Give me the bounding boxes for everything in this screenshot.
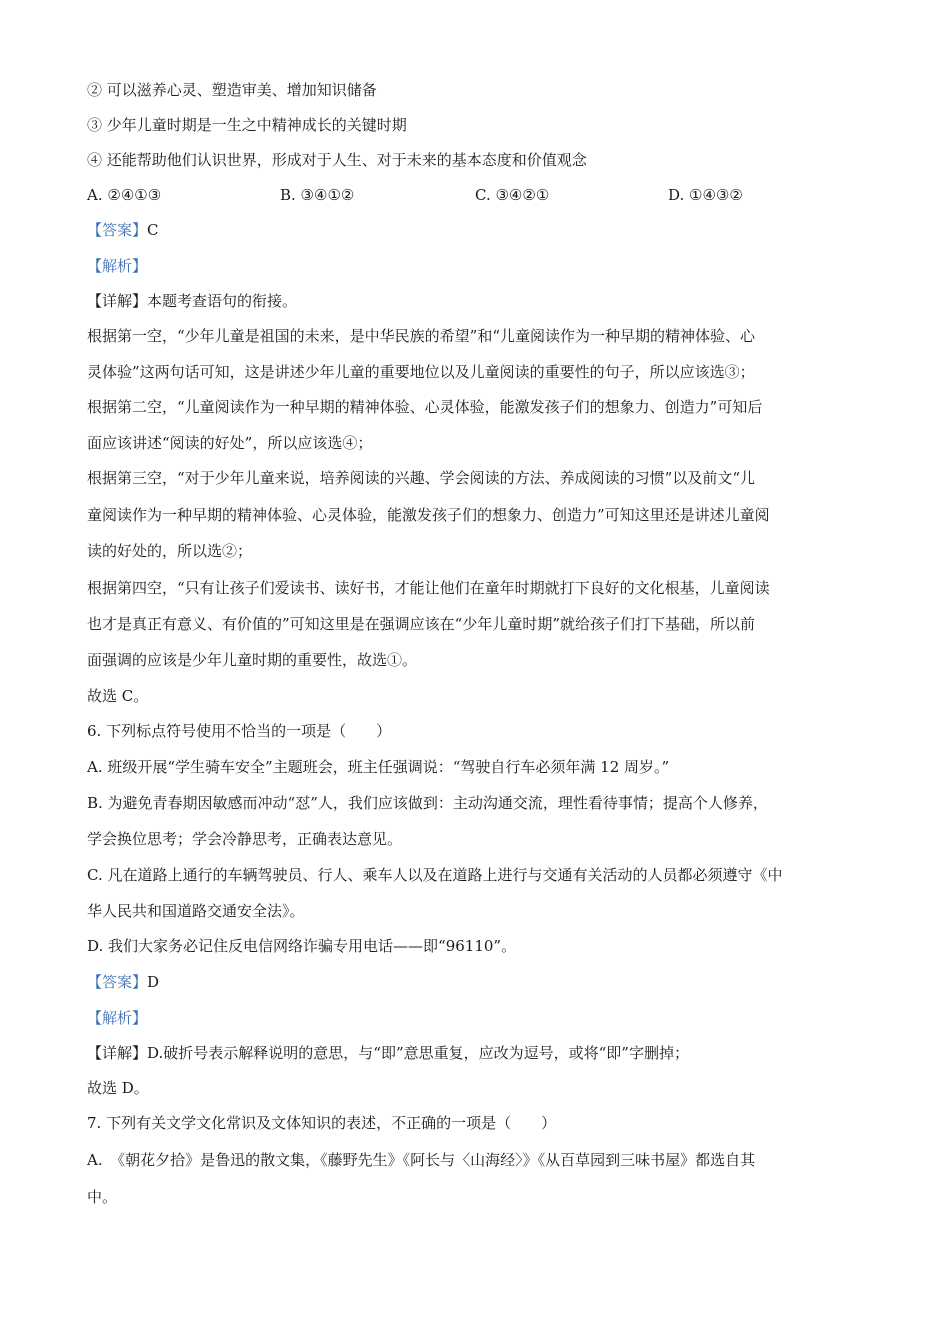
q5-choice-b: B. ③④①② xyxy=(280,186,355,204)
q6-option-c: C. 凡在道路上通行的车辆驾驶员、行人、乘车人以及在道路上进行与交通有关活动的人员都必须遵守《中 xyxy=(87,866,783,884)
q5-explain-line: 读的好处的，所以选②； xyxy=(87,542,253,560)
q5-choice-a: A. ②④①③ xyxy=(87,186,162,204)
answer-value: D xyxy=(147,973,160,991)
option-line-2: ② 可以滋养心灵、塑造审美、增加知识储备 xyxy=(87,81,377,99)
option-line-4: ④ 还能帮助他们认识世界，形成对于人生、对于未来的基本态度和价值观念 xyxy=(87,151,587,169)
q5-conclusion: 故选 C。 xyxy=(87,687,149,705)
q5-explain-line: 灵体验”这两句话可知，这是讲述少年儿童的重要地位以及儿童阅读的重要性的句子，所以应该选③； xyxy=(87,363,755,381)
q7-option-a-cont: 中。 xyxy=(87,1188,118,1206)
q6-stem: 6. 下列标点符号使用不恰当的一项是（ ） xyxy=(87,722,392,740)
q5-answer xyxy=(87,220,867,240)
answer-value: C xyxy=(147,221,159,239)
q5-explain-line: 也才是真正有意义、有价值的”可知这里是在强调应该在“少年儿童时期”就给孩子们打下基础，所以前 xyxy=(87,615,756,633)
detail-intro: 本题考查语句的衔接。 xyxy=(147,292,298,310)
q6-analysis xyxy=(87,1008,867,1028)
q6-conclusion: 故选 D。 xyxy=(87,1079,149,1097)
q7-stem: 7. 下列有关文学文化常识及文体知识的表述，不正确的一项是（ ） xyxy=(87,1114,557,1132)
detail-tag: 【详解】 xyxy=(87,292,148,310)
q6-option-a: A. 班级开展“学生骑车安全”主题班会，班主任强调说：“驾驶自行车必须年满 12 周岁。” xyxy=(87,758,670,776)
q5-explain-line: 根据第三空，“对于少年儿童来说，培养阅读的兴趣、学会阅读的方法、养成阅读的习惯”以及前文“儿 xyxy=(87,469,756,487)
q5-explain-line: 根据第四空，“只有让孩子们爱读书、读好书，才能让他们在童年时期就打下良好的文化根基，儿童阅读 xyxy=(87,579,770,597)
option-line-3: ③ 少年儿童时期是一生之中精神成长的关键时期 xyxy=(87,116,407,134)
q7-option-a: A. 《朝花夕拾》是鲁迅的散文集，《藤野先生》《阿长与〈山海经〉》《从百草园到三味书屋》都选自其 xyxy=(87,1151,756,1169)
answer-tag: 【答案】 xyxy=(87,973,148,991)
q6-detail xyxy=(87,1043,867,1063)
q6-option-c-cont: 华人民共和国道路交通安全法》。 xyxy=(87,902,305,920)
q5-analysis xyxy=(87,256,867,276)
q5-explain-line: 面应该讲述“阅读的好处”，所以应该选④； xyxy=(87,434,373,452)
q6-option-d: D. 我们大家务必记住反电信网络诈骗专用电话——即“96110”。 xyxy=(87,937,517,955)
q6-answer xyxy=(87,972,867,992)
q6-option-b-cont: 学会换位思考；学会冷静思考，正确表达意见。 xyxy=(87,830,403,848)
q5-choice-d: D. ①④③② xyxy=(668,186,743,204)
answer-tag: 【答案】 xyxy=(87,221,148,239)
q6-option-b: B. 为避免青春期因敏感而冲动“怼”人，我们应该做到：主动沟通交流，理性看待事情；提高个人修养， xyxy=(87,794,768,812)
detail-text: D.破折号表示解释说明的意思，与“即”意思重复，应改为逗号，或将“即”字删掉； xyxy=(147,1044,689,1062)
analysis-tag: 【解析】 xyxy=(87,257,148,275)
q5-explain-line: 根据第一空，“少年儿童是祖国的未来，是中华民族的希望”和“儿童阅读作为一种早期的精神体验、心 xyxy=(87,327,756,345)
detail-tag: 【详解】 xyxy=(87,1044,148,1062)
q5-detail xyxy=(87,291,867,311)
q5-explain-line: 童阅读作为一种早期的精神体验、心灵体验，能激发孩子们的想象力、创造力”可知这里还是讲述儿童阅 xyxy=(87,506,770,524)
analysis-tag: 【解析】 xyxy=(87,1009,148,1027)
q5-explain-line: 根据第二空，“儿童阅读作为一种早期的精神体验、心灵体验，能激发孩子们的想象力、创造力”可知后 xyxy=(87,398,763,416)
q5-choice-c: C. ③④②① xyxy=(475,186,550,204)
q5-explain-line: 面强调的应该是少年儿童时期的重要性，故选①。 xyxy=(87,651,418,669)
